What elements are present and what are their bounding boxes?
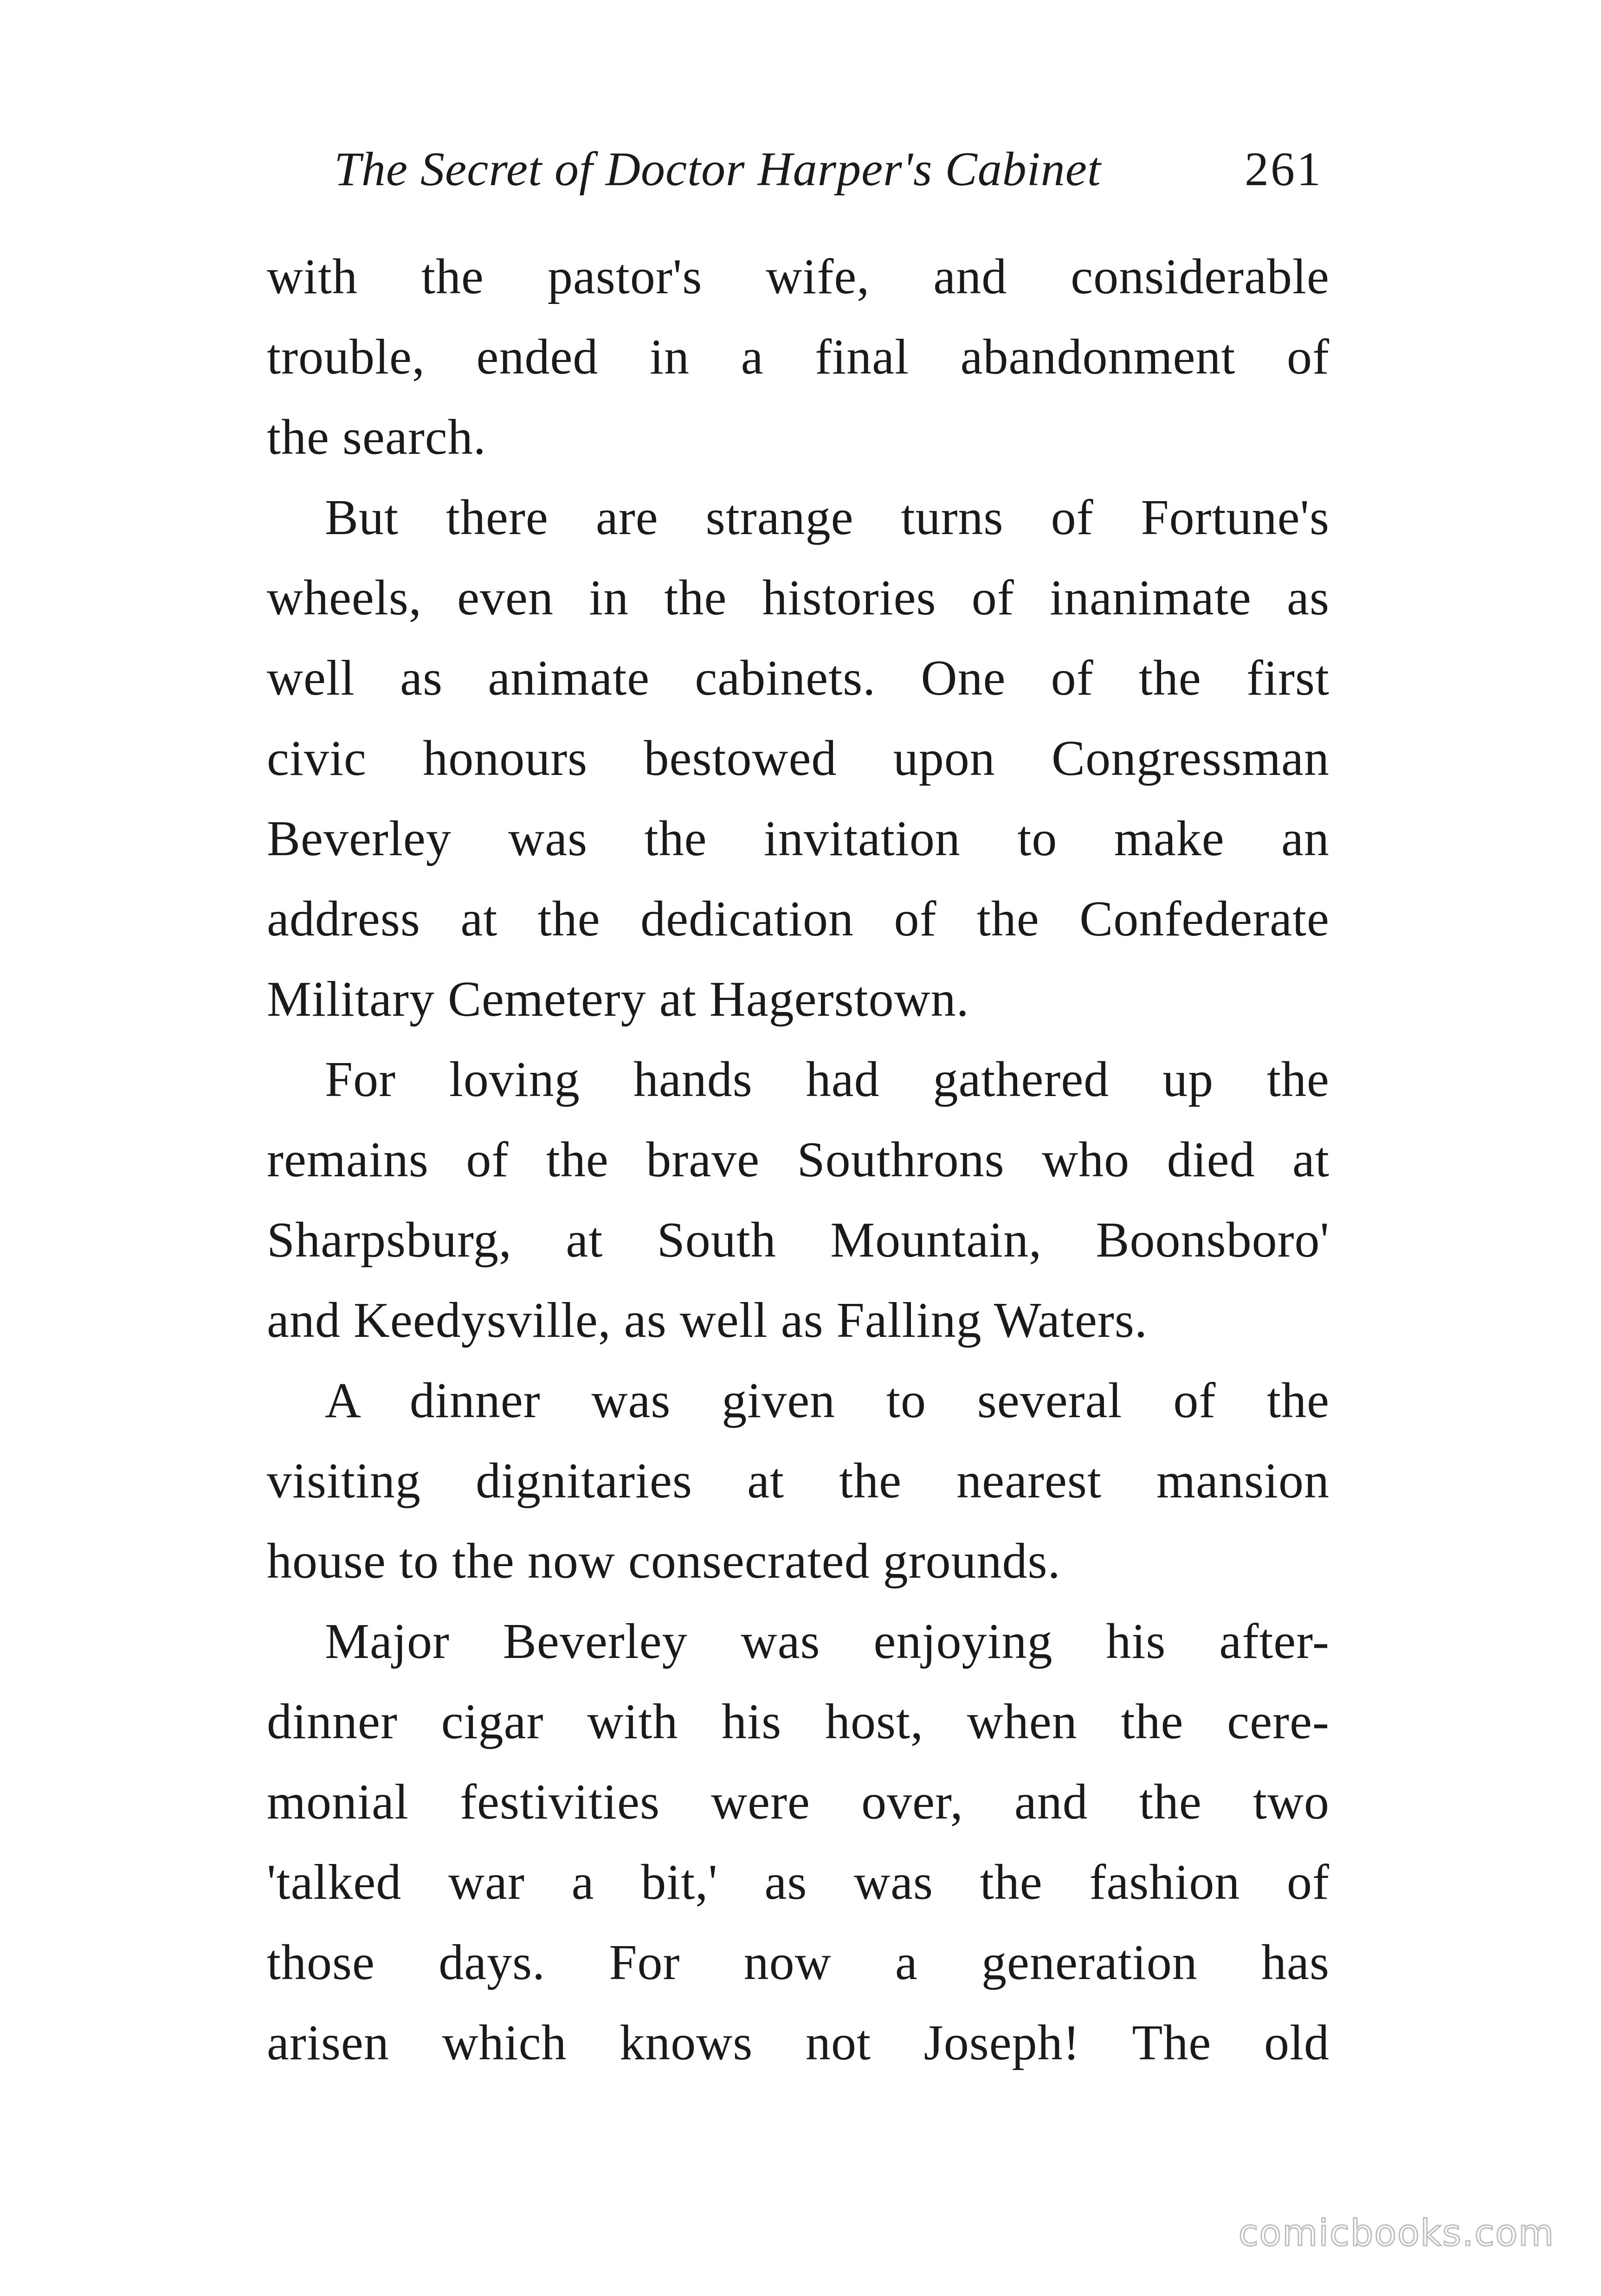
text-line: wheels, even in the histories of inanimate as: [267, 570, 1330, 626]
paragraph-2: [267, 477, 1330, 1039]
text-line: the search.: [267, 410, 486, 465]
text-line: Military Cemetery at Hagerstown.: [267, 972, 969, 1027]
paragraph-4: [267, 1361, 1330, 1601]
text-line: But there are strange turns of Fortune's: [325, 490, 1330, 545]
paragraph-3: [267, 1039, 1330, 1361]
paragraph-5: [267, 1601, 1330, 2083]
text-line: trouble, ended in a final abandonment of: [267, 329, 1330, 385]
text-line: Sharpsburg, at South Mountain, Boonsboro': [267, 1212, 1330, 1268]
text-line: arisen which knows not Joseph! The old: [267, 2015, 1330, 2070]
text-line: address at the dedication of the Confederate: [267, 891, 1330, 947]
paragraph-1: [267, 237, 1330, 477]
text-line: remains of the brave Southrons who died at: [267, 1132, 1330, 1187]
text-line: visiting dignitaries at the nearest mansion: [267, 1453, 1330, 1509]
text-line: those days. For now a generation has: [267, 1935, 1330, 1990]
running-head: [334, 135, 1323, 204]
page-number: 261: [1245, 142, 1323, 196]
text-line: dinner cigar with his host, when the cere-: [267, 1694, 1330, 1749]
text-line: A dinner was given to several of the: [325, 1373, 1330, 1428]
text-line: Beverley was the invitation to make an: [267, 811, 1330, 866]
text-line: well as animate cabinets. One of the first: [267, 651, 1330, 706]
text-line: with the pastor's wife, and considerable: [267, 249, 1330, 304]
text-line: For loving hands had gathered up the: [325, 1052, 1330, 1107]
text-line: and Keedysville, as well as Falling Waters.: [267, 1293, 1148, 1348]
text-line: civic honours bestowed upon Congressman: [267, 731, 1330, 786]
text-line: 'talked war a bit,' as was the fashion of: [267, 1855, 1330, 1910]
watermark: comicbooks.com: [1238, 2212, 1555, 2254]
text-line: house to the now consecrated grounds.: [267, 1534, 1061, 1589]
text-line: Major Beverley was enjoying his after-: [325, 1614, 1330, 1669]
running-title: The Secret of Doctor Harper's Cabinet: [334, 142, 1101, 196]
text-line: monial festivities were over, and the two: [267, 1774, 1330, 1830]
body-text: [267, 237, 1330, 2083]
